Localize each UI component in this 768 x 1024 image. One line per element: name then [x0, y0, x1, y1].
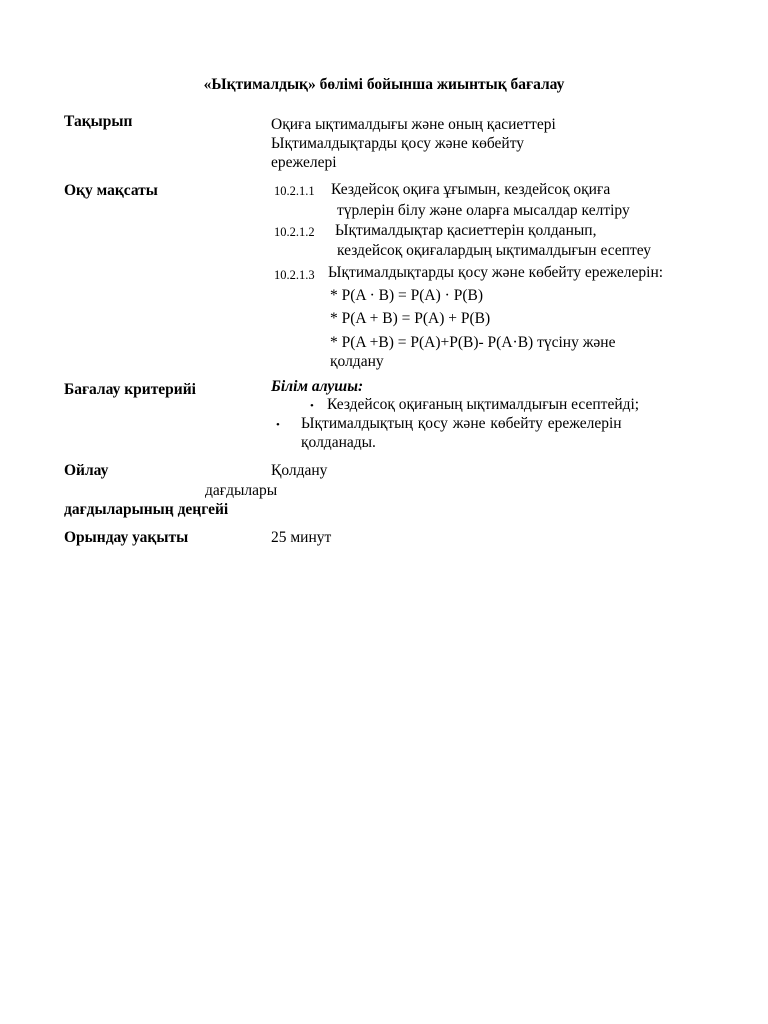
bullet-text: Кездейсоқ оқиғаның ықтималдығын есептейді;: [327, 396, 640, 413]
formula-3-cont: қолдану: [330, 353, 384, 370]
thinking-value: Қолдану: [271, 462, 328, 479]
objectives-label: Оқу мақсаты: [64, 182, 158, 199]
topic-line-3: ережелері: [271, 154, 337, 171]
formula-1: * P(A · B) = P(A) · P(B): [330, 287, 483, 304]
objective-text: Ықтималдықтар қасиеттерін қолданып,: [335, 222, 597, 239]
topic-line-1: Оқиға ықтималдығы және оның қасиеттері: [271, 116, 556, 133]
bullet-text: Ықтималдықтың қосу және көбейту ережелерін: [301, 415, 622, 432]
objective-code: 10.2.1.3: [274, 268, 315, 282]
objective-text: Ықтималдықтарды қосу және көбейту ережелерін:: [328, 264, 664, 281]
formula-3: * P(A +B) = P(A)+P(B)- P(A·B) түсіну және: [330, 334, 616, 351]
thinking-label-3: дағдыларының деңгейі: [64, 501, 229, 518]
time-value: 25 минут: [271, 529, 332, 546]
bullet-icon: •: [276, 419, 280, 431]
criteria-label: Бағалау критерийі: [64, 381, 196, 398]
criteria-heading: Білім алушы:: [271, 378, 364, 395]
topic-label: Тақырып: [64, 113, 133, 130]
objective-code: 10.2.1.2: [274, 225, 315, 239]
thinking-label: Ойлау: [64, 462, 109, 479]
page-title: «Ықтималдық» бөлімі бойынша жиынтық бағалау: [203, 76, 565, 93]
objective-text-cont: кездейсоқ оқиғалардың ықтималдығын есептеу: [337, 242, 651, 259]
formula-2: * P(A + B) = P(A) + P(B): [330, 310, 491, 327]
bullet-icon: •: [310, 400, 314, 412]
objective-text-cont: түрлерін білу және оларға мысалдар келтіру: [337, 202, 630, 219]
thinking-label-2: дағдылары: [205, 482, 278, 499]
objective-code: 10.2.1.1: [274, 184, 315, 198]
bullet-text-cont: қолданады.: [301, 434, 376, 451]
topic-line-2: Ықтималдықтарды қосу және көбейту: [271, 135, 525, 152]
objective-text: Кездейсоқ оқиға ұғымын, кездейсоқ оқиға: [331, 181, 611, 198]
time-label: Орындау уақыты: [64, 529, 189, 546]
